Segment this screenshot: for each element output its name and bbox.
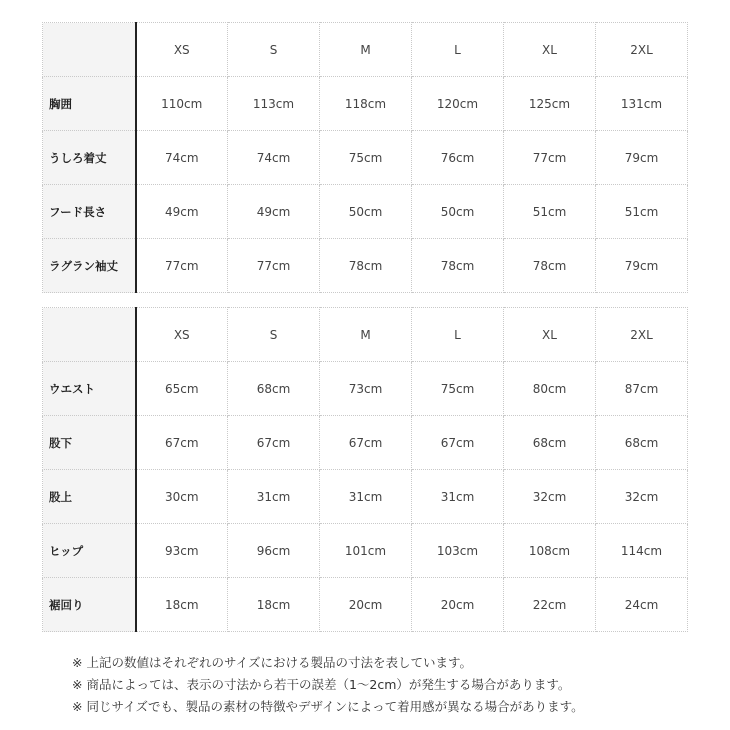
size-header-cell: M (320, 308, 412, 362)
measurement-cell: 49cm (228, 185, 320, 239)
measurement-cell: 68cm (504, 416, 596, 470)
measurement-cell: 67cm (412, 416, 504, 470)
measurement-cell: 77cm (504, 131, 596, 185)
measurement-cell: 73cm (320, 362, 412, 416)
measurement-cell: 30cm (136, 470, 228, 524)
note-line: ※ 商品によっては、表示の寸法から若干の誤差（1〜2cm）が発生する場合があります。 (72, 677, 571, 692)
measurement-cell: 101cm (320, 524, 412, 578)
row-label: 胸囲 (43, 77, 136, 131)
note-line: ※ 同じサイズでも、製品の素材の特徴やデザインによって着用感が異なる場合があります。 (72, 699, 584, 714)
note-line: ※ 上記の数値はそれぞれのサイズにおける製品の寸法を表しています。 (72, 655, 472, 670)
size-header-cell: S (228, 23, 320, 77)
measurement-cell: 79cm (596, 131, 688, 185)
measurement-cell: 51cm (504, 185, 596, 239)
size-header-cell: L (412, 23, 504, 77)
measurement-cell: 65cm (136, 362, 228, 416)
measurement-cell: 74cm (136, 131, 228, 185)
measurement-cell: 108cm (504, 524, 596, 578)
measurement-cell: 78cm (412, 239, 504, 293)
measurement-cell: 87cm (596, 362, 688, 416)
size-header-cell: XL (504, 23, 596, 77)
measurement-cell: 77cm (228, 239, 320, 293)
row-label: 股下 (43, 416, 136, 470)
table-row (43, 131, 688, 185)
row-label: ヒップ (43, 524, 136, 578)
size-table-bottoms (42, 307, 688, 632)
measurement-cell: 50cm (320, 185, 412, 239)
size-header-cell: 2XL (596, 23, 688, 77)
corner-cell (43, 308, 136, 362)
table-row (43, 362, 688, 416)
measurement-cell: 113cm (228, 77, 320, 131)
measurement-cell: 78cm (320, 239, 412, 293)
table-row (43, 239, 688, 293)
measurement-cell: 118cm (320, 77, 412, 131)
table-row (43, 578, 688, 632)
row-label: フード長さ (43, 185, 136, 239)
table-row (43, 470, 688, 524)
measurement-cell: 31cm (320, 470, 412, 524)
size-header-cell: XS (136, 23, 228, 77)
measurement-cell: 68cm (228, 362, 320, 416)
measurement-cell: 31cm (228, 470, 320, 524)
table-row (43, 185, 688, 239)
measurement-cell: 96cm (228, 524, 320, 578)
measurement-cell: 31cm (412, 470, 504, 524)
measurement-cell: 80cm (504, 362, 596, 416)
table-row (43, 524, 688, 578)
measurement-cell: 75cm (412, 362, 504, 416)
measurement-cell: 75cm (320, 131, 412, 185)
measurement-cell: 77cm (136, 239, 228, 293)
row-label: うしろ着丈 (43, 131, 136, 185)
measurement-cell: 79cm (596, 239, 688, 293)
size-header-row (43, 23, 688, 77)
measurement-cell: 20cm (320, 578, 412, 632)
measurement-cell: 74cm (228, 131, 320, 185)
measurement-cell: 67cm (228, 416, 320, 470)
measurement-cell: 49cm (136, 185, 228, 239)
measurement-cell: 103cm (412, 524, 504, 578)
measurement-cell: 51cm (596, 185, 688, 239)
measurement-cell: 67cm (136, 416, 228, 470)
measurement-cell: 93cm (136, 524, 228, 578)
measurement-cell: 32cm (504, 470, 596, 524)
measurement-cell: 32cm (596, 470, 688, 524)
measurement-cell: 110cm (136, 77, 228, 131)
size-header-cell: M (320, 23, 412, 77)
corner-cell (43, 23, 136, 77)
size-header-cell: S (228, 308, 320, 362)
row-label: ウエスト (43, 362, 136, 416)
row-label: 裾回り (43, 578, 136, 632)
size-header-row (43, 308, 688, 362)
size-header-cell: 2XL (596, 308, 688, 362)
notes-list (72, 652, 584, 718)
row-label: 股上 (43, 470, 136, 524)
size-header-cell: XL (504, 308, 596, 362)
measurement-cell: 67cm (320, 416, 412, 470)
measurement-cell: 68cm (596, 416, 688, 470)
measurement-cell: 120cm (412, 77, 504, 131)
table-row (43, 416, 688, 470)
size-table-tops (42, 22, 688, 293)
measurement-cell: 50cm (412, 185, 504, 239)
measurement-cell: 76cm (412, 131, 504, 185)
measurement-cell: 20cm (412, 578, 504, 632)
measurement-cell: 78cm (504, 239, 596, 293)
table-row (43, 77, 688, 131)
measurement-cell: 18cm (136, 578, 228, 632)
size-header-cell: XS (136, 308, 228, 362)
measurement-cell: 18cm (228, 578, 320, 632)
measurement-cell: 114cm (596, 524, 688, 578)
size-header-cell: L (412, 308, 504, 362)
measurement-cell: 125cm (504, 77, 596, 131)
measurement-cell: 131cm (596, 77, 688, 131)
measurement-cell: 22cm (504, 578, 596, 632)
row-label: ラグラン袖丈 (43, 239, 136, 293)
measurement-cell: 24cm (596, 578, 688, 632)
